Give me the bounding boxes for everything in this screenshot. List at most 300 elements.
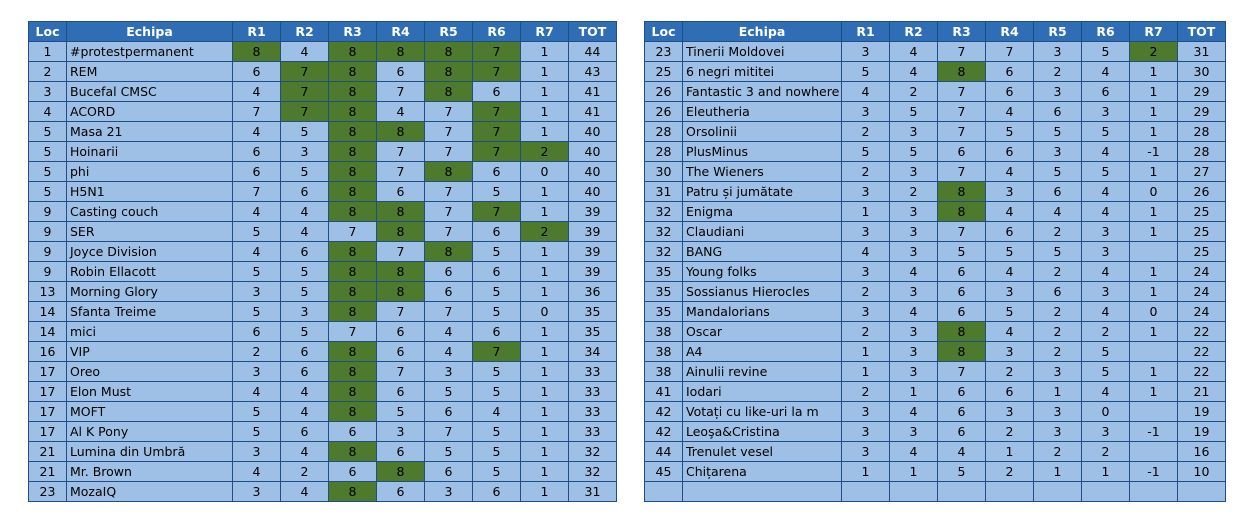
header-loc: Loc — [29, 22, 67, 42]
round-4-score: 6 — [986, 222, 1034, 242]
round-3-score — [938, 482, 986, 502]
round-3-score: 8 — [938, 322, 986, 342]
round-4-score: 7 — [377, 242, 425, 262]
round-6-score: 3 — [1082, 242, 1130, 262]
header-r2: R2 — [890, 22, 938, 42]
rank-cell: 5 — [29, 122, 67, 142]
total-score-cell: 40 — [569, 182, 617, 202]
round-3-score: 7 — [329, 222, 377, 242]
round-5-score: 5 — [425, 442, 473, 462]
total-score-cell: 10 — [1178, 462, 1226, 482]
rank-cell: 1 — [29, 42, 67, 62]
team-name-cell: Lumina din Umbră — [67, 442, 233, 462]
rank-cell: 9 — [29, 222, 67, 242]
round-3-score: 8 — [329, 182, 377, 202]
round-6-score: 3 — [1082, 222, 1130, 242]
round-5-score: 3 — [425, 362, 473, 382]
header-r4: R4 — [986, 22, 1034, 42]
rank-cell: 14 — [29, 322, 67, 342]
round-1-score: 6 — [233, 142, 281, 162]
round-3-score: 8 — [329, 402, 377, 422]
round-3-score: 6 — [938, 402, 986, 422]
total-score-cell: 29 — [1178, 102, 1226, 122]
table-row — [29, 302, 617, 322]
table-row — [645, 82, 1226, 102]
round-5-score: 6 — [425, 262, 473, 282]
rank-cell: 17 — [29, 422, 67, 442]
round-5-score: 5 — [1034, 242, 1082, 262]
round-1-score — [842, 482, 890, 502]
round-7-score: 0 — [1130, 182, 1178, 202]
table-row — [29, 382, 617, 402]
round-5-score: 7 — [425, 302, 473, 322]
team-name-cell: Claudiani — [683, 222, 842, 242]
round-6-score: 7 — [473, 202, 521, 222]
total-score-cell: 35 — [569, 302, 617, 322]
round-3-score: 8 — [938, 62, 986, 82]
round-4-score: 6 — [986, 82, 1034, 102]
total-score-cell: 22 — [1178, 322, 1226, 342]
round-6-score: 7 — [473, 102, 521, 122]
round-4-score: 7 — [377, 302, 425, 322]
round-3-score: 8 — [938, 182, 986, 202]
round-2-score: 4 — [890, 302, 938, 322]
round-1-score: 1 — [842, 362, 890, 382]
round-4-score: 6 — [377, 382, 425, 402]
team-name-cell: Enigma — [683, 202, 842, 222]
round-1-score: 6 — [233, 162, 281, 182]
team-name-cell: Votați cu like-uri la m — [683, 402, 842, 422]
round-1-score: 3 — [842, 442, 890, 462]
round-4-score: 6 — [377, 322, 425, 342]
round-2-score: 4 — [890, 262, 938, 282]
team-name-cell: Young folks — [683, 262, 842, 282]
round-7-score: 1 — [1130, 82, 1178, 102]
total-score-cell: 36 — [569, 282, 617, 302]
round-4-score: 4 — [986, 162, 1034, 182]
rank-cell: 17 — [29, 362, 67, 382]
round-3-score: 8 — [329, 342, 377, 362]
round-3-score: 6 — [938, 282, 986, 302]
round-1-score: 4 — [233, 122, 281, 142]
rank-cell: 14 — [29, 302, 67, 322]
total-score-cell — [1178, 482, 1226, 502]
table-row — [29, 282, 617, 302]
round-5-score: 8 — [425, 242, 473, 262]
total-score-cell: 19 — [1178, 402, 1226, 422]
round-4-score: 6 — [986, 382, 1034, 402]
rank-cell: 44 — [645, 442, 683, 462]
round-4-score: 5 — [377, 402, 425, 422]
round-1-score: 3 — [842, 102, 890, 122]
table-row — [29, 422, 617, 442]
round-5-score: 5 — [1034, 122, 1082, 142]
rank-cell: 42 — [645, 402, 683, 422]
round-7-score: 1 — [1130, 282, 1178, 302]
total-score-cell: 31 — [569, 482, 617, 502]
round-2-score: 3 — [890, 162, 938, 182]
round-7-score: 1 — [521, 282, 569, 302]
round-1-score: 3 — [233, 282, 281, 302]
table-row — [645, 222, 1226, 242]
round-1-score: 3 — [842, 422, 890, 442]
round-4-score: 8 — [377, 42, 425, 62]
round-1-score: 4 — [233, 202, 281, 222]
round-7-score: 1 — [521, 122, 569, 142]
round-1-score: 2 — [842, 282, 890, 302]
round-1-score: 1 — [842, 202, 890, 222]
round-6-score: 3 — [1082, 282, 1130, 302]
standings-table-right — [644, 21, 1226, 502]
round-1-score: 2 — [842, 162, 890, 182]
rank-cell: 38 — [645, 342, 683, 362]
table-row — [29, 322, 617, 342]
table-row — [645, 202, 1226, 222]
round-2-score: 2 — [281, 462, 329, 482]
team-name-cell: H5N1 — [67, 182, 233, 202]
round-5-score: 4 — [425, 342, 473, 362]
round-5-score: 5 — [1034, 162, 1082, 182]
round-5-score: 2 — [1034, 302, 1082, 322]
round-4-score: 7 — [377, 142, 425, 162]
round-5-score: 6 — [1034, 102, 1082, 122]
round-4-score: 6 — [377, 182, 425, 202]
round-7-score: 1 — [521, 102, 569, 122]
round-6-score: 6 — [473, 322, 521, 342]
round-5-score: 7 — [425, 122, 473, 142]
round-1-score: 5 — [233, 222, 281, 242]
round-6-score: 5 — [473, 462, 521, 482]
round-3-score: 8 — [938, 202, 986, 222]
total-score-cell: 29 — [1178, 82, 1226, 102]
round-3-score: 8 — [329, 102, 377, 122]
round-1-score: 3 — [233, 362, 281, 382]
round-1-score: 3 — [233, 482, 281, 502]
round-4-score: 5 — [986, 242, 1034, 262]
total-score-cell: 41 — [569, 82, 617, 102]
round-2-score: 4 — [281, 382, 329, 402]
round-4-score: 2 — [986, 362, 1034, 382]
table-row — [29, 122, 617, 142]
team-name-cell: REM — [67, 62, 233, 82]
rank-cell: 25 — [645, 62, 683, 82]
round-3-score: 8 — [329, 382, 377, 402]
round-6-score: 1 — [1082, 462, 1130, 482]
rank-cell: 16 — [29, 342, 67, 362]
round-4-score: 5 — [986, 122, 1034, 142]
total-score-cell: 32 — [569, 462, 617, 482]
team-name-cell: mici — [67, 322, 233, 342]
total-score-cell: 32 — [569, 442, 617, 462]
team-name-cell: SER — [67, 222, 233, 242]
header-team: Echipa — [683, 22, 842, 42]
total-score-cell: 19 — [1178, 422, 1226, 442]
round-2-score: 5 — [281, 282, 329, 302]
round-7-score: 1 — [1130, 322, 1178, 342]
team-name-cell: Chițarena — [683, 462, 842, 482]
table-row — [645, 122, 1226, 142]
round-2-score: 2 — [890, 82, 938, 102]
round-5-score: 3 — [1034, 82, 1082, 102]
rank-cell: 13 — [29, 282, 67, 302]
round-1-score: 6 — [233, 62, 281, 82]
rank-cell: 45 — [645, 462, 683, 482]
round-5-score: 3 — [1034, 402, 1082, 422]
round-7-score — [1130, 242, 1178, 262]
rank-cell: 28 — [645, 142, 683, 162]
total-score-cell: 25 — [1178, 202, 1226, 222]
round-3-score: 8 — [329, 82, 377, 102]
table-row — [29, 242, 617, 262]
total-score-cell: 30 — [1178, 62, 1226, 82]
round-2-score: 5 — [281, 162, 329, 182]
round-7-score: 1 — [521, 82, 569, 102]
round-4-score: 8 — [377, 222, 425, 242]
round-1-score: 2 — [842, 322, 890, 342]
round-4-score: 2 — [986, 422, 1034, 442]
round-5-score — [1034, 482, 1082, 502]
round-3-score: 7 — [938, 102, 986, 122]
round-2-score: 3 — [890, 422, 938, 442]
team-name-cell: Mandalorians — [683, 302, 842, 322]
team-name-cell: MOFT — [67, 402, 233, 422]
table-row — [645, 482, 1226, 502]
round-2-score: 4 — [890, 402, 938, 422]
round-6-score: 4 — [1082, 202, 1130, 222]
table-row — [29, 82, 617, 102]
team-name-cell: Oscar — [683, 322, 842, 342]
table-body — [645, 42, 1226, 502]
table-row — [29, 482, 617, 502]
round-7-score: 1 — [1130, 122, 1178, 142]
round-7-score: 0 — [1130, 302, 1178, 322]
round-1-score: 4 — [842, 242, 890, 262]
round-6-score: 5 — [473, 442, 521, 462]
table-row — [645, 242, 1226, 262]
round-7-score: 1 — [521, 342, 569, 362]
round-1-score: 2 — [842, 122, 890, 142]
rank-cell: 23 — [645, 42, 683, 62]
round-7-score: 1 — [521, 462, 569, 482]
round-3-score: 7 — [329, 322, 377, 342]
round-3-score: 7 — [938, 222, 986, 242]
round-6-score: 6 — [1082, 82, 1130, 102]
round-1-score: 2 — [233, 342, 281, 362]
table-row — [645, 282, 1226, 302]
round-5-score: 7 — [425, 182, 473, 202]
round-6-score: 4 — [1082, 262, 1130, 282]
team-name-cell: Oreo — [67, 362, 233, 382]
round-5-score: 3 — [1034, 362, 1082, 382]
round-3-score: 8 — [938, 342, 986, 362]
total-score-cell: 22 — [1178, 342, 1226, 362]
header-r7: R7 — [521, 22, 569, 42]
round-4-score: 4 — [986, 262, 1034, 282]
round-6-score: 3 — [1082, 102, 1130, 122]
header-r6: R6 — [473, 22, 521, 42]
round-3-score: 7 — [938, 162, 986, 182]
round-6-score: 5 — [473, 242, 521, 262]
round-5-score: 7 — [425, 422, 473, 442]
header-r4: R4 — [377, 22, 425, 42]
round-7-score — [1130, 482, 1178, 502]
round-2-score: 3 — [890, 362, 938, 382]
round-6-score — [1082, 482, 1130, 502]
table-row — [645, 142, 1226, 162]
team-name-cell: MozaIQ — [67, 482, 233, 502]
round-3-score: 8 — [329, 162, 377, 182]
total-score-cell: 39 — [569, 242, 617, 262]
round-1-score: 5 — [233, 302, 281, 322]
round-2-score: 4 — [281, 482, 329, 502]
round-6-score: 0 — [1082, 402, 1130, 422]
round-1-score: 4 — [233, 462, 281, 482]
team-name-cell: Hoinarii — [67, 142, 233, 162]
team-name-cell: Orsolinii — [683, 122, 842, 142]
total-score-cell: 21 — [1178, 382, 1226, 402]
table-row — [29, 162, 617, 182]
round-7-score: 1 — [1130, 222, 1178, 242]
round-5-score: 2 — [1034, 222, 1082, 242]
round-1-score: 4 — [233, 382, 281, 402]
team-name-cell: VIP — [67, 342, 233, 362]
round-5-score: 3 — [1034, 142, 1082, 162]
team-name-cell: #protestpermanent — [67, 42, 233, 62]
rank-cell: 4 — [29, 102, 67, 122]
round-3-score: 4 — [938, 442, 986, 462]
round-7-score: 1 — [521, 402, 569, 422]
rank-cell: 17 — [29, 382, 67, 402]
rank-cell: 5 — [29, 142, 67, 162]
round-7-score — [1130, 442, 1178, 462]
round-6-score: 6 — [473, 222, 521, 242]
round-2-score: 6 — [281, 422, 329, 442]
round-6-score: 4 — [473, 402, 521, 422]
round-4-score: 7 — [986, 42, 1034, 62]
round-2-score: 7 — [281, 102, 329, 122]
rank-cell: 30 — [645, 162, 683, 182]
round-6-score: 3 — [1082, 422, 1130, 442]
rank-cell: 32 — [645, 242, 683, 262]
table-row — [645, 342, 1226, 362]
table-row — [29, 102, 617, 122]
total-score-cell: 28 — [1178, 122, 1226, 142]
total-score-cell: 33 — [569, 362, 617, 382]
round-5-score: 3 — [1034, 42, 1082, 62]
total-score-cell: 41 — [569, 102, 617, 122]
round-2-score: 3 — [890, 122, 938, 142]
total-score-cell: 43 — [569, 62, 617, 82]
total-score-cell: 28 — [1178, 142, 1226, 162]
team-name-cell: Sfanta Treime — [67, 302, 233, 322]
round-4-score: 8 — [377, 122, 425, 142]
team-name-cell: Eleutheria — [683, 102, 842, 122]
team-name-cell: Robin Ellacott — [67, 262, 233, 282]
team-name-cell: Patru și jumătate — [683, 182, 842, 202]
round-7-score: 1 — [521, 42, 569, 62]
round-6-score: 7 — [473, 62, 521, 82]
total-score-cell: 40 — [569, 162, 617, 182]
table-row — [645, 442, 1226, 462]
round-4-score: 8 — [377, 262, 425, 282]
header-r5: R5 — [1034, 22, 1082, 42]
table-row — [29, 202, 617, 222]
round-5-score: 6 — [425, 402, 473, 422]
round-7-score: 1 — [1130, 202, 1178, 222]
team-name-cell: Masa 21 — [67, 122, 233, 142]
round-4-score: 6 — [377, 342, 425, 362]
table-row — [645, 182, 1226, 202]
header-r1: R1 — [233, 22, 281, 42]
round-7-score: -1 — [1130, 462, 1178, 482]
round-3-score: 7 — [938, 122, 986, 142]
round-3-score: 6 — [938, 142, 986, 162]
table-row — [645, 162, 1226, 182]
total-score-cell: 35 — [569, 322, 617, 342]
round-5-score: 1 — [1034, 382, 1082, 402]
round-6-score: 5 — [473, 422, 521, 442]
rank-cell: 21 — [29, 442, 67, 462]
round-3-score: 7 — [938, 82, 986, 102]
round-5-score: 3 — [1034, 422, 1082, 442]
round-2-score: 4 — [281, 202, 329, 222]
round-2-score: 6 — [281, 362, 329, 382]
round-5-score: 6 — [425, 462, 473, 482]
round-2-score: 5 — [890, 142, 938, 162]
total-score-cell: 33 — [569, 422, 617, 442]
round-5-score: 3 — [425, 482, 473, 502]
header-total: TOT — [569, 22, 617, 42]
round-2-score: 4 — [890, 42, 938, 62]
round-1-score: 5 — [842, 142, 890, 162]
round-7-score: 1 — [1130, 62, 1178, 82]
table-row — [645, 62, 1226, 82]
round-2-score: 3 — [890, 202, 938, 222]
round-4-score: 3 — [377, 422, 425, 442]
round-7-score: 1 — [1130, 262, 1178, 282]
round-7-score: 1 — [521, 322, 569, 342]
header-loc: Loc — [645, 22, 683, 42]
total-score-cell: 24 — [1178, 302, 1226, 322]
table-row — [645, 42, 1226, 62]
round-3-score: 5 — [938, 242, 986, 262]
total-score-cell: 33 — [569, 402, 617, 422]
header-r2: R2 — [281, 22, 329, 42]
total-score-cell: 40 — [569, 122, 617, 142]
rank-cell: 38 — [645, 362, 683, 382]
round-7-score: -1 — [1130, 142, 1178, 162]
round-3-score: 8 — [329, 142, 377, 162]
round-3-score: 8 — [329, 302, 377, 322]
round-4-score: 3 — [986, 342, 1034, 362]
team-name-cell: Iodari — [683, 382, 842, 402]
round-6-score: 5 — [1082, 122, 1130, 142]
round-6-score: 4 — [1082, 142, 1130, 162]
round-7-score: 1 — [1130, 362, 1178, 382]
round-6-score: 5 — [1082, 42, 1130, 62]
round-6-score: 4 — [1082, 182, 1130, 202]
round-1-score: 1 — [842, 462, 890, 482]
round-4-score: 6 — [986, 62, 1034, 82]
round-5-score: 6 — [425, 282, 473, 302]
round-3-score: 8 — [329, 262, 377, 282]
total-score-cell: 33 — [569, 382, 617, 402]
team-name-cell: Trenulet vesel — [683, 442, 842, 462]
team-name-cell: Elon Must — [67, 382, 233, 402]
team-name-cell: Joyce Division — [67, 242, 233, 262]
rank-cell: 28 — [645, 122, 683, 142]
round-1-score: 5 — [233, 262, 281, 282]
